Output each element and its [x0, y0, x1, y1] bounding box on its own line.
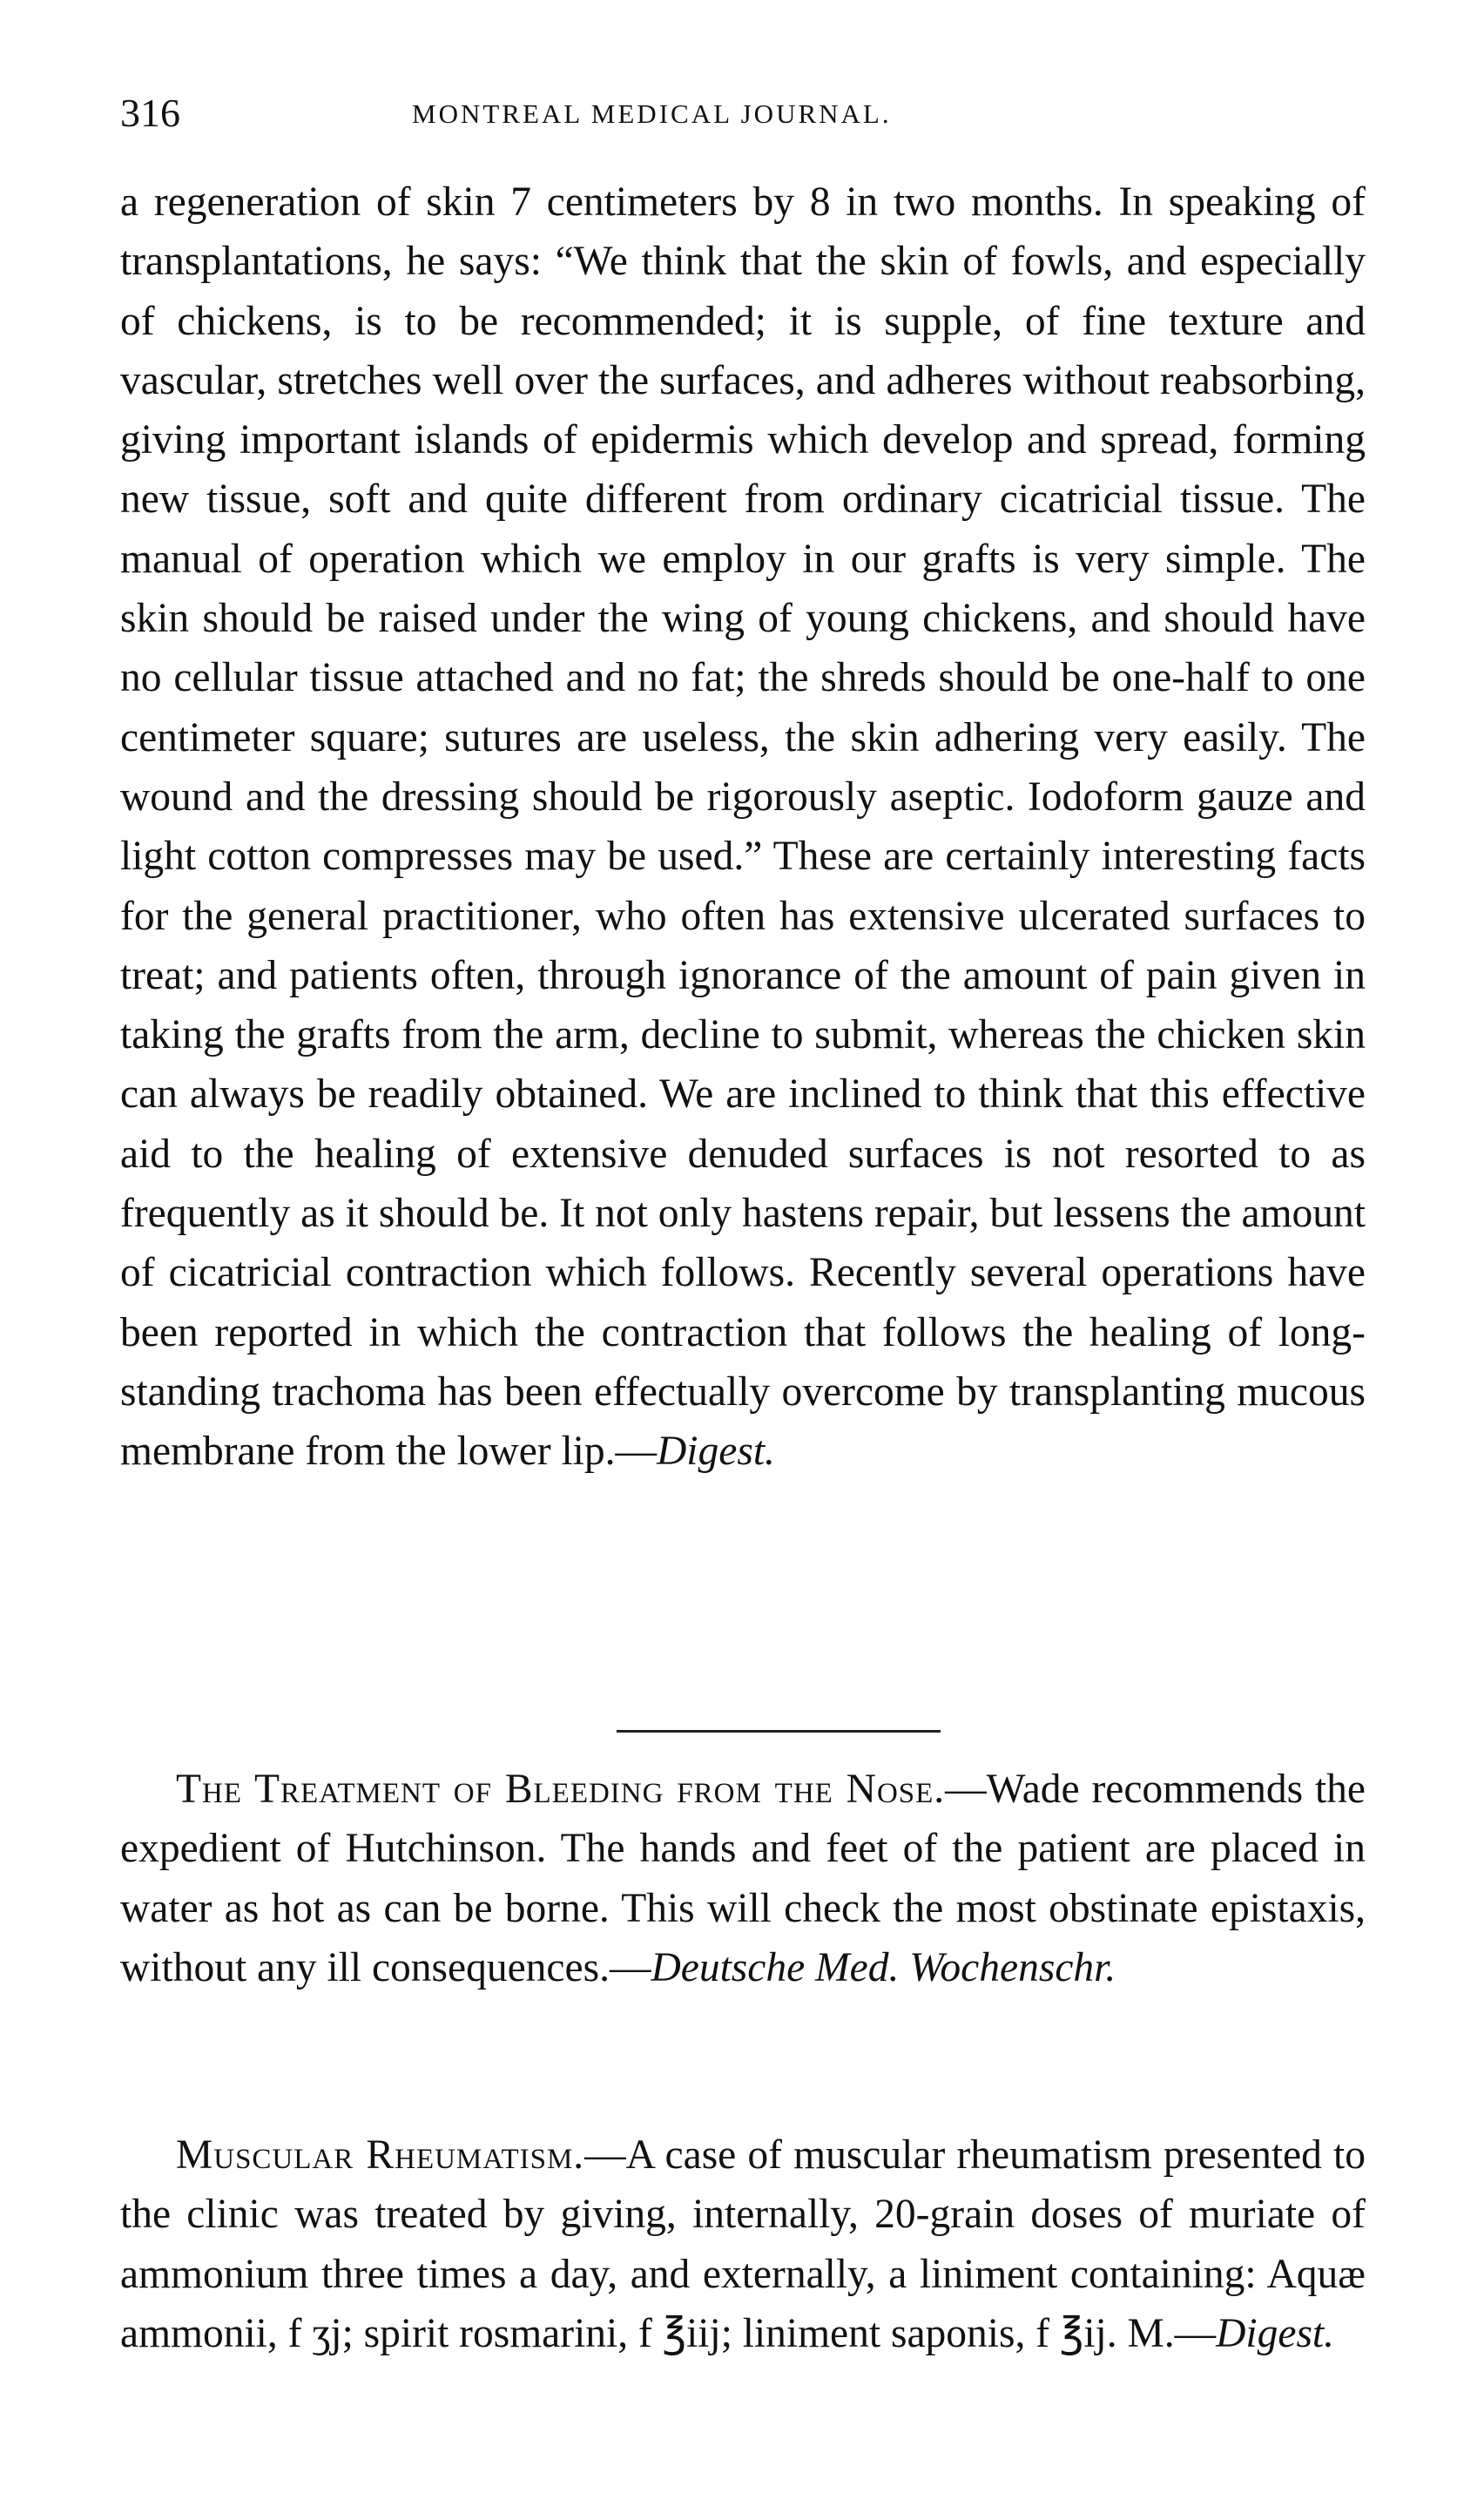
page-number: 316	[120, 91, 180, 135]
source-citation: Deutsche Med. Wochenschr.	[651, 1944, 1116, 1990]
paragraph-muscular-rheumatism	[120, 2125, 1366, 2363]
paragraph-text: —A case of muscular rheumatism presented to the clinic was treated by giving, internally, 20-grain doses of muriate of ammonium three times a day, and externally, a liniment containing: Aquæ ammonii, f ʒj; spirit rosmarini, f ℥iij; liniment saponis, f ℥ij. M.—	[120, 2132, 1366, 2356]
section-heading: Muscular Rheumatism.	[176, 2132, 585, 2178]
paragraph-text: a regeneration of skin 7 centimeters by 8 in two months. In speaking of transplantations, he says: “We think that the skin of fowls, and especially of chickens, is to be recommended; it is supple, of fine texture and vascular, stretches well over the surfaces, and adheres without reabsorbing, giving important islands of epidermis which develop and spread, forming new tissue, soft and quite different from ordinary cicatricial tissue. The manual of operation which we employ in our grafts is very simple. The skin should be raised under the wing of young chickens, and should have no cellular tissue attached and no fat; the shreds should be one-half to one centimeter square; sutures are useless, the skin adhering very easily. The wound and the dressing should be rigorously aseptic. Iodoform gauze and light cotton compresses may be used.” These are certainly interesting facts for the general practitioner, who often has extensive ulcerated surfaces to treat; and patients often, through ignorance of the amount of pain given in taking the grafts from the arm, decline to submit, whereas the chicken skin can always be readily obtained. We are inclined to think that this effective aid to the healing of extensive denuded surfaces is not resorted to as frequently as it should be. It not only hastens repair, but lessens the amount of cicatricial contraction which follows. Recently several operations have been reported in which the contraction that follows the healing of long-standing trachoma has been effectually overcome by transplanting mucous membrane from the lower lip.—	[120, 179, 1366, 1475]
paragraph-skin-grafts	[120, 172, 1366, 1482]
paragraph-text: —Wade recommends the expedient of Hutchinson. The hands and feet of the patient are placed in water as hot as can be borne. This will check the most obstinate epistaxis, without any ill consequences.—	[120, 1767, 1366, 1990]
journal-title: MONTREAL MEDICAL JOURNAL.	[412, 98, 892, 129]
source-citation: Digest.	[1216, 2310, 1334, 2356]
section-divider	[617, 1730, 941, 1733]
running-head	[120, 87, 1357, 139]
section-heading: The Treatment of Bleeding from the Nose.	[176, 1767, 946, 1812]
source-citation: Digest.	[657, 1429, 775, 1475]
paragraph-nose-bleeding	[120, 1760, 1366, 1997]
